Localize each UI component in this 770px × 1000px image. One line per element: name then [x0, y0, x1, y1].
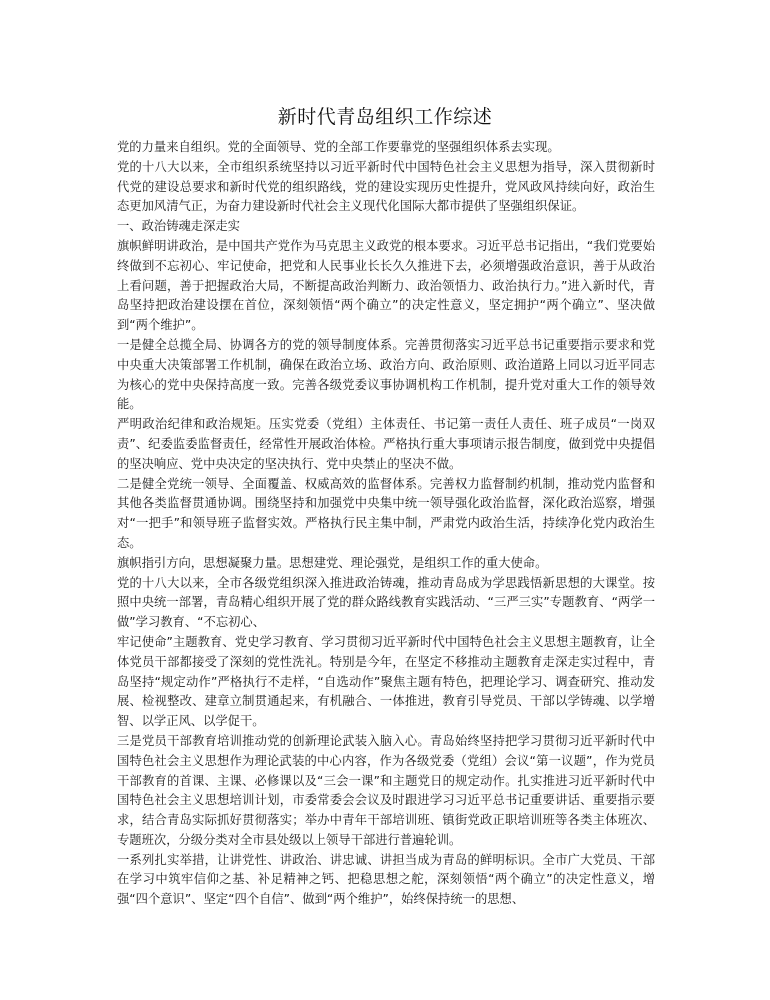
paragraph: 旗帜指引方向，思想凝聚力量。思想建党、理论强党，是组织工作的重大使命。 [117, 555, 548, 570]
section-heading: 一、政治铸魂走深走实 [117, 219, 240, 234]
paragraph: 严明政治纪律和政治规矩。压实党委（党组）主体责任、书记第一责任人责任、班子成员“一岗双责”、纪委监委监督责任，经常性开展政治体检。严格执行重大事项请示报告制度，做到党中央提倡的坚决响应、党中央决定的坚决执行、党中央禁止的坚决不做。 [117, 417, 655, 471]
paragraph: 旗帜鲜明讲政治，是中国共产党作为马克思主义政党的根本要求。习近平总书记指出，“我们党要始终做到不忘初心、牢记使命，把党和人民事业长长久久推进下去，必须增强政治意识，善于从政治上看问题，善于把握政治大局，不断提高政治判断力、政治领悟力、政治执行力。”进入新时代，青岛坚持把政治建设摆在首位，深刻领悟“两个确立”的决定性意义，坚定拥护“两个确立”、坚决做到“两个维护”。 [117, 238, 655, 333]
document-title: 新时代青岛组织工作综述 [277, 106, 493, 128]
paragraph: 牢记使命”主题教育、党史学习教育、学习贯彻习近平新时代中国特色社会主义思想主题教育，让全体党员干部都接受了深刻的党性洗礼。特别是今年，在坚定不移推动主题教育走深走实过程中，青岛坚持“规定动作”严格执行不走样，“自选动作”聚焦主题有特色，把理论学习、调查研究、推动发展、检视整改、建章立制贯通起来，有机融合、一体推进，教育引导党员、干部以学铸魂、以学增智、以学正风、以学促干。 [117, 634, 655, 729]
paragraph: 二是健全党统一领导、全面覆盖、权威高效的监督体系。完善权力监督制约机制，推动党内监督和其他各类监督贯通协调。围绕坚持和加强党中央集中统一领导强化政治监督，深化政治巡察，增强对“一把手”和领导班子监督实效。严格执行民主集中制，严肃党内政治生活，持续净化党内政治生态。 [117, 476, 655, 550]
document-body [117, 138, 655, 910]
paragraph: 一系列扎实举措，让讲党性、讲政治、讲忠诚、讲担当成为青岛的鲜明标识。全市广大党员、干部在学习中筑牢信仰之基、补足精神之钙、把稳思想之舵，深刻领悟“两个确立”的决定性意义，增强“四个意识”、坚定“四个自信”、做到“两个维护”，始终保持统一的思想、 [117, 852, 655, 907]
paragraph: 三是党员干部教育培训推动党的创新理论武装入脑入心。青岛始终坚持把学习贯彻习近平新时代中国特色社会主义思想作为理论武装的中心内容，作为各级党委（党组）会议“第一议题”，作为党员干部教育的首课、主课、必修课以及“三会一课”和主题党日的规定动作。扎实推进习近平新时代中国特色社会主义思想培训计划，市委常委会会议及时跟进学习习近平总书记重要讲话、重要指示要求，结合青岛实际抓好贯彻落实；举办中青年干部培训班、镇街党政正职培训班等各类主体班次、专题班次，分级分类对全市县处级以上领导干部进行普遍轮训。 [117, 733, 655, 847]
paragraph: 党的十八大以来，全市组织系统坚持以习近平新时代中国特色社会主义思想为指导，深入贯彻新时代党的建设总要求和新时代党的组织路线，党的建设实现历史性提升，党风政风持续向好，政治生态更加风清气正，为奋力建设新时代社会主义现代化国际大都市提供了坚强组织保证。 [117, 159, 655, 214]
paragraph: 党的力量来自组织。党的全面领导、党的全部工作要靠党的坚强组织体系去实现。 [117, 140, 560, 154]
paragraph: 一是健全总揽全局、协调各方的党的领导制度体系。完善贯彻落实习近平总书记重要指示要求和党中央重大决策部署工作机制，确保在政治立场、政治方向、政治原则、政治道路上同以习近平同志为核心的党中央保持高度一致。完善各级党委议事协调机构工作机制，提升党对重大工作的领导效能。 [117, 337, 655, 412]
paragraph: 党的十八大以来，全市各级党组织深入推进政治铸魂，推动青岛成为学思践悟新思想的大课堂。按照中央统一部署，青岛精心组织开展了党的群众路线教育实践活动、“三严三实”专题教育、“两学一做”学习教育、“不忘初心、 [117, 575, 655, 630]
